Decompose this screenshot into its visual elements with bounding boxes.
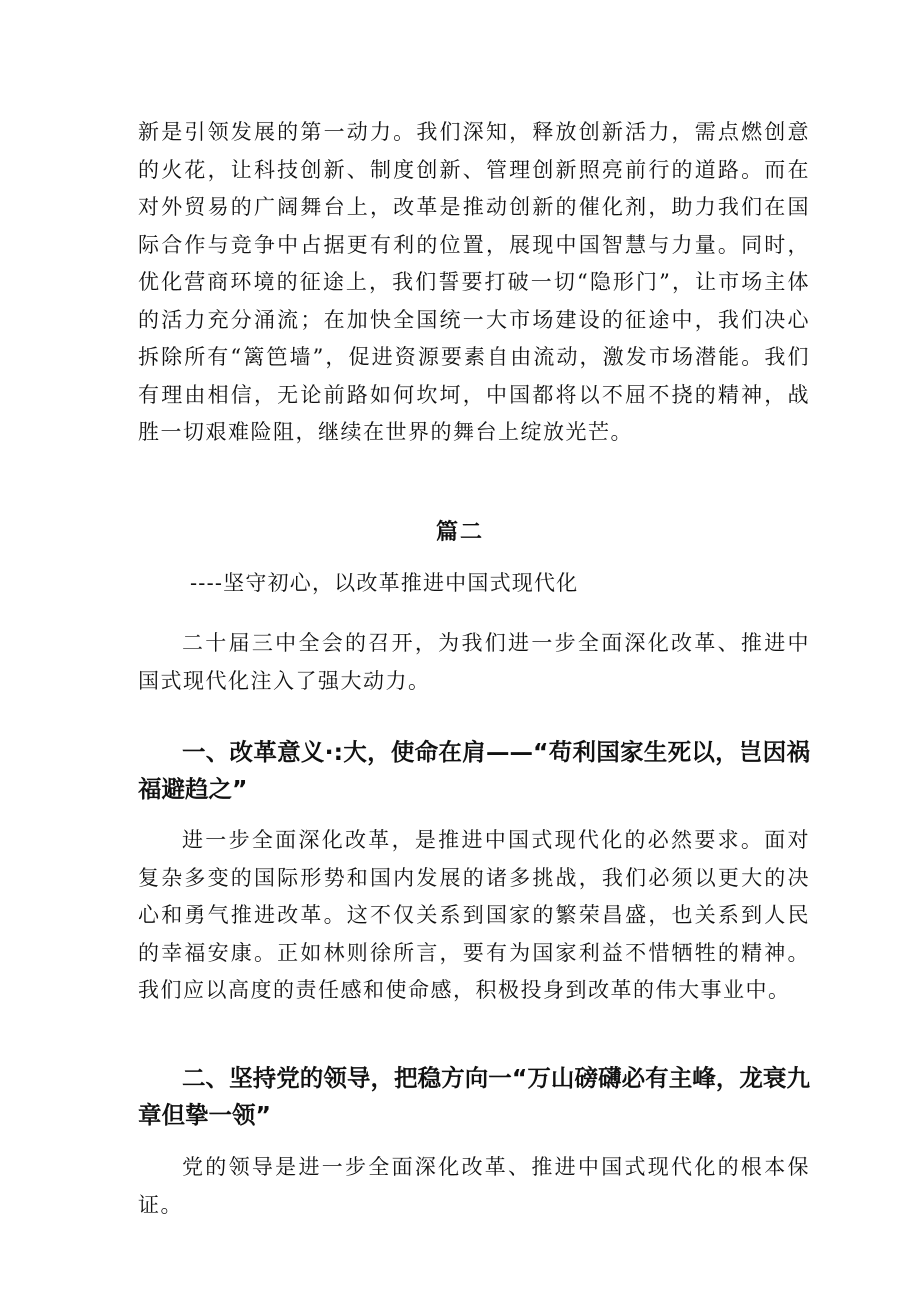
section-subtitle: ----坚守初心，以改革推进中国式现代化 bbox=[190, 571, 579, 595]
paragraph-reform-significance: 进一步全面深化改革，是推进中国式现代化的必然要求。面对复杂多变的国际形势和国内发展的诸多挑战，我们必须以更大的决心和勇气推进改革。这不仅关系到国家的繁荣昌盛，也关系到人民的幸福安康。正如林则徐所言，要有为国家利益不惜牺牲的精神。我们应以高度的责任感和使命感，积极投身到改革的伟大事业中。 bbox=[138, 828, 810, 1002]
paragraph-party-leadership: 党的领导是进一步全面深化改革、推进中国式现代化的根本保证。 bbox=[138, 1155, 810, 1217]
intro-paragraph: 新是引领发展的第一动力。我们深知，释放创新活力，需点燃创意的火花，让科技创新、制度创新、管理创新照亮前行的道路。而在对外贸易的广阔舞台上，改革是推动创新的催化剂，助力我们在国际合作与竞争中占据更有利的位置，展现中国智慧与力量。同时，优化营商环境的征途上，我们誓要打破一切“隐形门”，让市场主体的活力充分涌流；在加快全国统一大市场建设的征途中，我们决心拆除所有“篱笆墙”，促进资源要素自由流动，激发市场潜能。我们有理由相信，无论前路如何坎坷，中国都将以不屈不挠的精神，战胜一切艰难险阻，继续在世界的舞台上绽放光芒。 bbox=[138, 120, 810, 444]
section-title: 篇二 bbox=[435, 520, 484, 545]
opening-paragraph: 二十届三中全会的召开，为我们进一步全面深化改革、推进中国式现代化注入了强大动力。 bbox=[138, 631, 810, 693]
heading-party-leadership: 二、坚持党的领导，把稳方向一“万山磅礴必有主峰，龙衰九章但挚一领” bbox=[138, 1064, 810, 1129]
heading-reform-significance: 一、改革意义·:大，使命在肩——“苟利国家生死以，岂因祸福避趋之” bbox=[138, 738, 810, 803]
